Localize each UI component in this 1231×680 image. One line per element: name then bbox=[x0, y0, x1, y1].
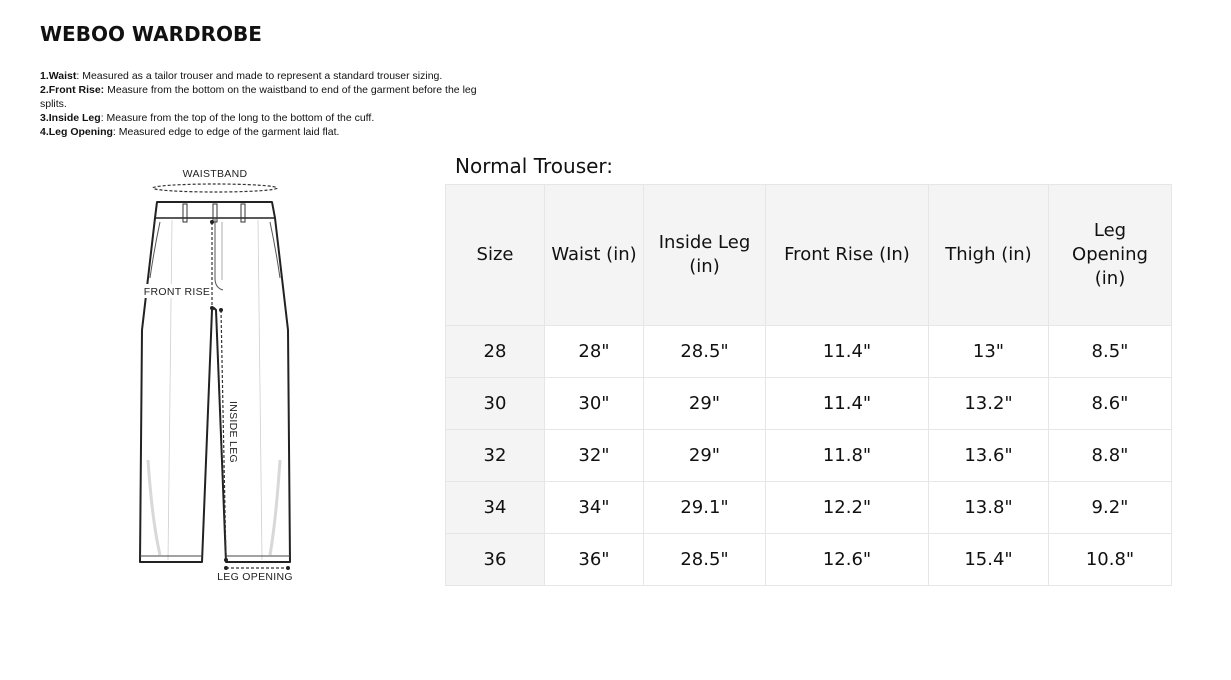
note-waist bbox=[40, 69, 480, 83]
note-term: 2.Front Rise: bbox=[40, 84, 105, 96]
cell-inside-leg: 29" bbox=[644, 378, 766, 430]
cell-size: 34 bbox=[446, 482, 545, 534]
measurement-notes bbox=[40, 69, 480, 139]
cell-front-rise: 11.8" bbox=[766, 430, 929, 482]
cell-size: 30 bbox=[446, 378, 545, 430]
cell-inside-leg: 28.5" bbox=[644, 326, 766, 378]
cell-front-rise: 11.4" bbox=[766, 326, 929, 378]
header-thigh: Thigh (in) bbox=[929, 185, 1049, 326]
inside-leg-label: INSIDE LEG bbox=[227, 401, 239, 463]
cell-size: 32 bbox=[446, 430, 545, 482]
cell-inside-leg: 29" bbox=[644, 430, 766, 482]
note-leg-opening bbox=[40, 125, 480, 139]
table-header-row bbox=[446, 185, 1172, 326]
cell-thigh: 15.4" bbox=[929, 534, 1049, 586]
cell-leg-opening: 10.8" bbox=[1049, 534, 1172, 586]
header-leg-opening: Leg Opening (in) bbox=[1049, 185, 1172, 326]
header-size: Size bbox=[446, 185, 545, 326]
cell-front-rise: 12.2" bbox=[766, 482, 929, 534]
header-front-rise: Front Rise (In) bbox=[766, 185, 929, 326]
note-inside-leg bbox=[40, 111, 480, 125]
cell-waist: 34" bbox=[545, 482, 644, 534]
table-row bbox=[446, 534, 1172, 586]
cell-size: 28 bbox=[446, 326, 545, 378]
table-title: Normal Trouser: bbox=[455, 154, 614, 178]
front-rise-label: FRONT RISE bbox=[143, 286, 211, 298]
header-waist: Waist (in) bbox=[545, 185, 644, 326]
cell-thigh: 13.2" bbox=[929, 378, 1049, 430]
cell-leg-opening: 8.5" bbox=[1049, 326, 1172, 378]
cell-waist: 30" bbox=[545, 378, 644, 430]
cell-waist: 28" bbox=[545, 326, 644, 378]
cell-thigh: 13.8" bbox=[929, 482, 1049, 534]
table-row bbox=[446, 482, 1172, 534]
size-chart-table bbox=[445, 184, 1172, 586]
note-text: : Measured as a tailor trouser and made to represent a standard trouser sizing. bbox=[76, 70, 443, 82]
note-text: : Measure from the top of the long to the bottom of the cuff. bbox=[100, 112, 375, 124]
note-front-rise bbox=[40, 83, 480, 111]
cell-leg-opening: 8.8" bbox=[1049, 430, 1172, 482]
brand-title: WEBOO WARDROBE bbox=[40, 22, 262, 46]
table-row bbox=[446, 326, 1172, 378]
note-text: : Measured edge to edge of the garment laid flat. bbox=[112, 126, 340, 138]
note-term: 3.Inside Leg bbox=[40, 112, 101, 124]
table-row bbox=[446, 430, 1172, 482]
waistband-measure-line bbox=[153, 184, 277, 192]
trouser-illustration bbox=[130, 160, 310, 590]
cell-thigh: 13.6" bbox=[929, 430, 1049, 482]
cell-size: 36 bbox=[446, 534, 545, 586]
cell-front-rise: 11.4" bbox=[766, 378, 929, 430]
cell-waist: 32" bbox=[545, 430, 644, 482]
cell-leg-opening: 9.2" bbox=[1049, 482, 1172, 534]
leg-opening-label: LEG OPENING bbox=[217, 571, 293, 583]
cell-front-rise: 12.6" bbox=[766, 534, 929, 586]
note-text: Measure from the bottom on the waistband to end of the garment before the leg splits. bbox=[40, 84, 477, 110]
trouser-diagram bbox=[130, 160, 310, 590]
note-term: 1.Waist bbox=[40, 70, 77, 82]
cell-inside-leg: 28.5" bbox=[644, 534, 766, 586]
cell-inside-leg: 29.1" bbox=[644, 482, 766, 534]
header-inside-leg: Inside Leg (in) bbox=[644, 185, 766, 326]
table-row bbox=[446, 378, 1172, 430]
cell-leg-opening: 8.6" bbox=[1049, 378, 1172, 430]
waistband-label: WAISTBAND bbox=[182, 168, 248, 180]
note-term: 4.Leg Opening bbox=[40, 126, 113, 138]
cell-waist: 36" bbox=[545, 534, 644, 586]
cell-thigh: 13" bbox=[929, 326, 1049, 378]
